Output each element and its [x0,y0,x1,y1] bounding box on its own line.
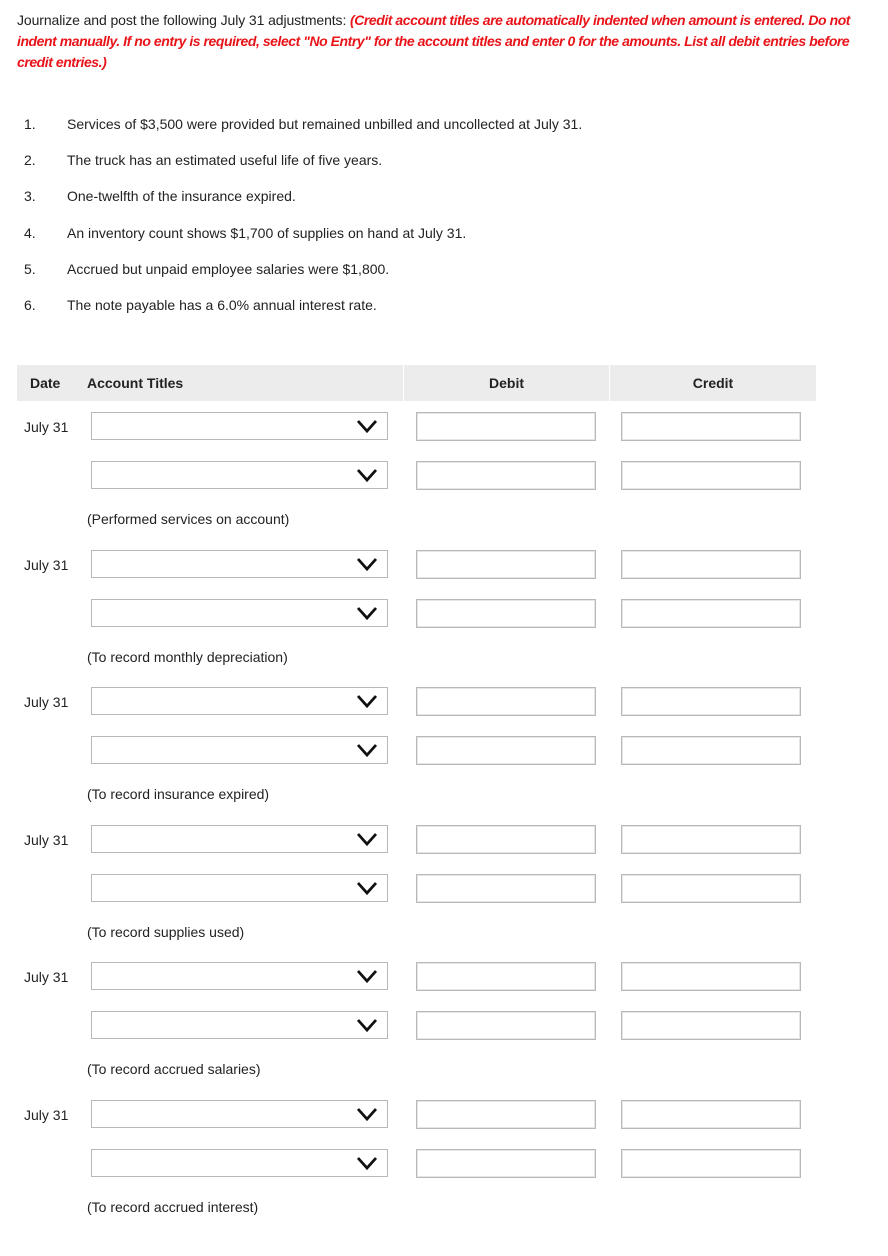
entry-memo: (To record supplies used) [87,923,245,940]
credit-amount-input[interactable] [621,962,801,991]
requirement-item [0,287,888,323]
instructions [17,10,877,73]
requirement-item [0,178,888,214]
entry-memo: (Performed services on account) [87,511,290,527]
requirement-item [0,251,888,287]
chevron-down-icon [355,740,379,760]
entry-date: July 31 [24,694,69,710]
chevron-down-icon [355,1104,379,1124]
chevron-down-icon [355,554,379,574]
chevron-down-icon [355,829,379,849]
debit-amount-input[interactable] [416,412,596,441]
credit-amount-input[interactable] [621,1011,801,1040]
entry-memo: (To record monthly depreciation) [87,648,288,665]
instructions-emphasis: (Credit account titles are automatically indented when amount is entered. Do not indent manually. If no entry is required, select "No Entry" for the account titles and enter 0 for the amounts. List all debit entries before credit entries.) [17,12,851,70]
debit-amount-input[interactable] [416,962,596,991]
entry-date: July 31 [24,831,69,848]
header-credit: Credit [692,375,734,391]
account-title-select[interactable] [91,687,388,715]
credit-amount-input[interactable] [621,1149,801,1178]
instructions-lead: Journalize and post the following July 31 adjustments: [17,12,351,28]
credit-amount-input[interactable] [621,825,801,854]
account-title-select[interactable] [91,736,388,764]
debit-amount-input[interactable] [416,736,596,765]
header-account-titles: Account Titles [87,375,184,391]
requirement-item [0,215,888,251]
entry-memo: (To record accrued interest) [87,1198,259,1215]
account-title-select[interactable] [91,599,388,627]
chevron-down-icon [355,966,379,986]
requirement-text: Services of $3,500 were provided but remained unbilled and uncollected at July 31. [67,116,583,132]
credit-amount-input[interactable] [621,736,801,765]
header-date: Date [30,375,61,391]
requirements-list [0,106,888,323]
journal-entry [0,676,888,814]
entry-date: July 31 [24,969,69,985]
account-title-select[interactable] [91,874,388,902]
account-title-select[interactable] [91,825,388,853]
debit-amount-input[interactable] [416,1011,596,1040]
chevron-down-icon [355,416,379,436]
debit-amount-input[interactable] [416,1149,596,1178]
account-title-select[interactable] [91,461,388,489]
debit-amount-input[interactable] [416,825,596,854]
requirement-text: An inventory count shows $1,700 of supplies on hand at July 31. [67,224,467,241]
account-title-select[interactable] [91,1149,388,1177]
journal-entry [0,951,888,1089]
requirement-number: 4. [24,224,36,241]
chevron-down-icon [355,465,379,485]
entry-memo: (To record insurance expired) [87,786,270,802]
entry-date: July 31 [24,556,69,573]
debit-amount-input[interactable] [416,461,596,490]
journal-entry [0,401,888,539]
journal-entry [0,539,888,677]
credit-amount-input[interactable] [621,874,801,903]
account-title-select[interactable] [91,1100,388,1128]
journal-entry [0,1089,888,1227]
debit-amount-input[interactable] [416,599,596,628]
requirement-text: The note payable has a 6.0% annual interest rate. [67,296,377,313]
requirement-text: One-twelfth of the insurance expired. [67,188,296,205]
header-debit: Debit [489,375,524,391]
debit-amount-input[interactable] [416,1100,596,1129]
chevron-down-icon [355,603,379,623]
journal-table-header [17,365,816,401]
debit-amount-input[interactable] [416,687,596,716]
chevron-down-icon [355,878,379,898]
credit-amount-input[interactable] [621,599,801,628]
account-title-select[interactable] [91,550,388,578]
entry-memo: (To record accrued salaries) [87,1061,261,1077]
credit-amount-input[interactable] [621,550,801,579]
requirement-text: Accrued but unpaid employee salaries were $1,800. [67,260,390,277]
entry-date: July 31 [24,419,69,435]
requirement-number: 1. [24,116,36,132]
credit-amount-input[interactable] [621,412,801,441]
chevron-down-icon [355,691,379,711]
account-title-select[interactable] [91,962,388,990]
credit-amount-input[interactable] [621,1100,801,1129]
account-title-select[interactable] [91,412,388,440]
account-title-select[interactable] [91,1011,388,1039]
requirement-text: The truck has an estimated useful life of five years. [67,152,383,169]
requirement-item [0,106,888,142]
credit-amount-input[interactable] [621,461,801,490]
requirement-number: 5. [24,260,36,277]
chevron-down-icon [355,1015,379,1035]
chevron-down-icon [355,1153,379,1173]
entry-date: July 31 [24,1106,69,1123]
requirement-number: 2. [24,152,36,169]
debit-amount-input[interactable] [416,550,596,579]
requirement-number: 3. [24,188,36,205]
journal-entries [0,401,888,1226]
requirement-item [0,142,888,178]
debit-amount-input[interactable] [416,874,596,903]
credit-amount-input[interactable] [621,687,801,716]
requirement-number: 6. [24,296,36,313]
journal-entry [0,814,888,952]
